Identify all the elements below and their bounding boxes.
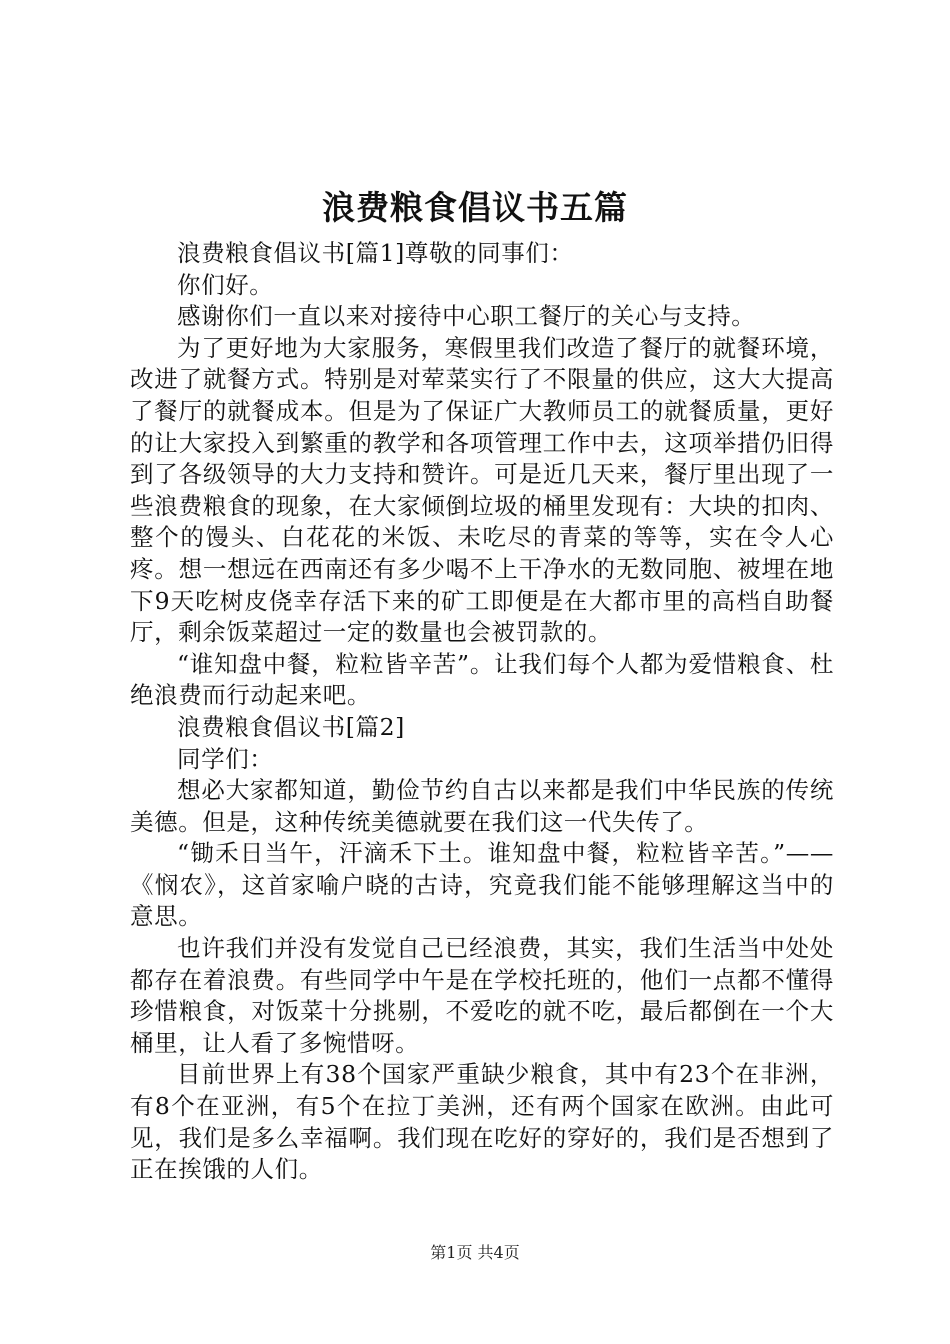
paragraph: 想必大家都知道，勤俭节约自古以来都是我们中华民族的传统美德。但是，这种传统美德就要在我们这一代失传了。: [130, 776, 834, 836]
document-body: [130, 238, 834, 1186]
page-number-footer: 第1页 共4页: [430, 1243, 520, 1262]
document-title: 浪费粮食倡议书五篇: [322, 188, 628, 227]
paragraph: 也许我们并没有发觉自己已经浪费，其实，我们生活当中处处都存在着浪费。有些同学中午是在学校托班的，他们一点都不懂得珍惜粮食，对饭菜十分挑剔，不爱吃的就不吃，最后都倒在一个大桶里，让人看了多惋惜呀。: [130, 934, 834, 1057]
paragraph: “谁知盘中餐，粒粒皆辛苦”。让我们每个人都为爱惜粮食、杜绝浪费而行动起来吧。: [130, 649, 834, 710]
paragraph: 你们好。: [177, 270, 274, 299]
paragraph: 为了更好地为大家服务，寒假里我们改造了餐厅的就餐环境，改进了就餐方式。特别是对荤菜实行了不限量的供应，这大大提高了餐厅的就餐成本。但是为了保证广大教师员工的就餐质量，更好的让大家投入到繁重的教学和各项管理工作中去，这项举措仍旧得到了各级领导的大力支持和赞许。可是近几天来，餐厅里出现了一些浪费粮食的现象，在大家倾倒垃圾的桶里发现有：大块的扣肉、整个的馒头、白花花的米饭、未吃尽的青菜的等等，实在令人心疼。想一想远在西南还有多少喝不上干净水的无数同胞、被埋在地下9天吃树皮侥幸存活下来的矿工即便是在大都市里的高档自助餐厅，剩余饭菜超过一定的数量也会被罚款的。: [130, 333, 834, 647]
paragraph: 感谢你们一直以来对接待中心职工餐厅的关心与支持。: [177, 302, 756, 331]
paragraph: 目前世界上有38个国家严重缺少粮食，其中有23个在非洲，有8个在亚洲，有5个在拉丁美洲，还有两个国家在欧洲。由此可见，我们是多么幸福啊。我们现在吃好的穿好的，我们是否想到了正在挨饿的人们。: [130, 1060, 834, 1184]
paragraph: 同学们：: [177, 744, 274, 773]
paragraph: 浪费粮食倡议书[篇1]尊敬的同事们：: [177, 239, 574, 267]
paragraph: 浪费粮食倡议书[篇2]: [177, 712, 405, 741]
paragraph: “锄禾日当午，汗滴禾下土。谁知盘中餐，粒粒皆辛苦。”——《悯农》，这首家喻户晓的古诗，究竟我们能不能够理解这当中的意思。: [130, 839, 834, 931]
